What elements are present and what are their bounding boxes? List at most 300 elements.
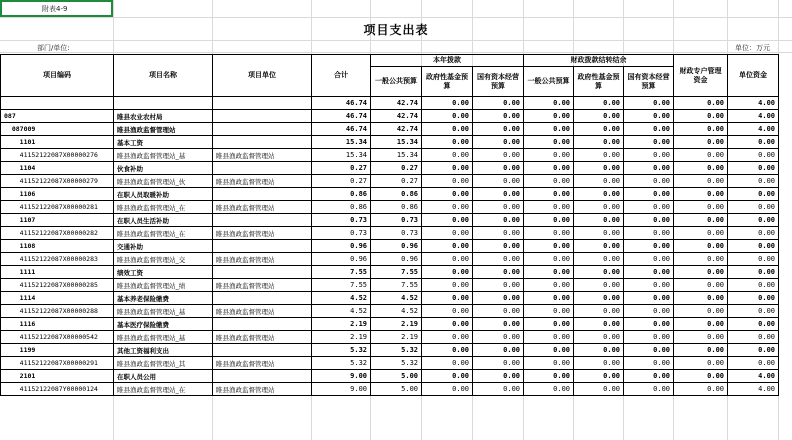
cell-value[interactable]: 5.32 <box>312 344 371 357</box>
cell-value[interactable]: 0.00 <box>574 162 624 175</box>
cell-value[interactable]: 0.00 <box>674 253 728 266</box>
cell-name[interactable]: 绩效工资 <box>114 266 213 279</box>
cell-unit[interactable] <box>213 240 312 253</box>
cell-value[interactable]: 0.00 <box>524 318 574 331</box>
table-row <box>1 305 779 318</box>
cell-unit[interactable]: 睢县渔政监督管理站 <box>213 331 312 344</box>
cell-code[interactable]: 41152122087X00000291 <box>1 357 114 370</box>
cell-value[interactable]: 15.34 <box>371 136 422 149</box>
cell-value[interactable]: 5.00 <box>371 370 422 383</box>
cell-value[interactable]: 0.00 <box>574 292 624 305</box>
cell-value[interactable]: 0.00 <box>674 175 728 188</box>
cell-value[interactable]: 0.00 <box>574 318 624 331</box>
cell-value[interactable]: 0.00 <box>473 188 524 201</box>
cell-value[interactable]: 0.00 <box>524 305 574 318</box>
cell-value[interactable]: 0.00 <box>624 279 674 292</box>
selected-cell[interactable] <box>0 0 113 17</box>
header-carry-gov-fund[interactable]: 政府性基金预算 <box>574 67 624 97</box>
cell-value[interactable]: 4.00 <box>728 110 779 123</box>
cell-value[interactable]: 0.00 <box>422 214 473 227</box>
cell-value[interactable]: 0.00 <box>574 175 624 188</box>
cell-name[interactable]: 睢县渔政监督管理站_交 <box>114 253 213 266</box>
cell-value[interactable]: 0.00 <box>524 110 574 123</box>
cell-value[interactable]: 42.74 <box>371 123 422 136</box>
cell-value[interactable]: 0.00 <box>674 188 728 201</box>
cell-value[interactable]: 0.00 <box>422 175 473 188</box>
cell-value[interactable]: 0.00 <box>674 292 728 305</box>
cell-value[interactable]: 5.32 <box>371 357 422 370</box>
cell-value[interactable]: 0.73 <box>371 214 422 227</box>
cell-code[interactable]: 1111 <box>1 266 114 279</box>
header-total[interactable]: 合计 <box>312 55 371 97</box>
cell-value[interactable]: 0.27 <box>312 175 371 188</box>
cell-name[interactable]: 睢县渔政监督管理站_在 <box>114 201 213 214</box>
cell-value[interactable]: 4.52 <box>312 305 371 318</box>
cell-value[interactable]: 0.00 <box>728 331 779 344</box>
cell-code[interactable]: 087 <box>1 110 114 123</box>
header-fiscal-carryover[interactable]: 财政拨款结转结余 <box>524 55 674 67</box>
header-carry-general-budget[interactable]: 一般公共预算 <box>524 67 574 97</box>
cell-value[interactable]: 0.27 <box>371 162 422 175</box>
cell-value[interactable]: 0.00 <box>422 123 473 136</box>
cell-value[interactable]: 0.00 <box>674 344 728 357</box>
cell-value[interactable]: 0.00 <box>473 279 524 292</box>
cell-value[interactable]: 0.00 <box>524 97 574 110</box>
cell-value[interactable]: 0.00 <box>422 344 473 357</box>
cell-value[interactable]: 0.00 <box>473 162 524 175</box>
cell-value[interactable]: 0.00 <box>422 162 473 175</box>
cell-value[interactable]: 0.00 <box>728 279 779 292</box>
cell-unit[interactable] <box>213 344 312 357</box>
cell-value[interactable]: 0.00 <box>524 123 574 136</box>
cell-value[interactable]: 0.00 <box>574 110 624 123</box>
cell-unit[interactable]: 睢县渔政监督管理站 <box>213 279 312 292</box>
cell-unit[interactable] <box>213 214 312 227</box>
cell-value[interactable]: 0.00 <box>574 188 624 201</box>
cell-value[interactable]: 0.00 <box>473 357 524 370</box>
cell-value[interactable]: 0.00 <box>524 227 574 240</box>
cell-name[interactable]: 伙食补助 <box>114 162 213 175</box>
cell-value[interactable]: 0.00 <box>624 136 674 149</box>
cell-name[interactable]: 睢县渔政监督管理站_基 <box>114 305 213 318</box>
cell-value[interactable]: 0.00 <box>574 266 624 279</box>
cell-value[interactable]: 0.00 <box>422 188 473 201</box>
cell-code[interactable]: 1106 <box>1 188 114 201</box>
cell-value[interactable]: 0.00 <box>624 383 674 396</box>
cell-name[interactable]: 睢县渔政监督管理站_基 <box>114 331 213 344</box>
table-row <box>1 188 779 201</box>
cell-value[interactable]: 0.00 <box>422 136 473 149</box>
header-gov-fund[interactable]: 政府性基金预算 <box>422 67 473 97</box>
cell-value[interactable]: 0.00 <box>674 162 728 175</box>
cell-value[interactable]: 0.00 <box>524 253 574 266</box>
cell-value[interactable]: 0.00 <box>624 331 674 344</box>
cell-code[interactable]: 41152122087Y00000124 <box>1 383 114 396</box>
cell-code[interactable]: 2101 <box>1 370 114 383</box>
cell-value[interactable]: 0.00 <box>624 344 674 357</box>
cell-name[interactable]: 睢县渔政监督管理站_基 <box>114 149 213 162</box>
cell-value[interactable]: 0.00 <box>728 188 779 201</box>
cell-unit[interactable]: 睢县渔政监督管理站 <box>213 201 312 214</box>
cell-value[interactable]: 0.00 <box>574 279 624 292</box>
cell-value[interactable]: 0.00 <box>473 97 524 110</box>
cell-value[interactable]: 0.00 <box>574 97 624 110</box>
cell-value[interactable]: 0.00 <box>728 344 779 357</box>
cell-value[interactable]: 0.00 <box>574 357 624 370</box>
cell-value[interactable]: 0.00 <box>524 188 574 201</box>
cell-value[interactable]: 0.00 <box>422 383 473 396</box>
cell-value[interactable]: 0.00 <box>574 383 624 396</box>
table-body <box>1 97 779 396</box>
cell-value[interactable]: 0.00 <box>473 292 524 305</box>
cell-value[interactable]: 0.00 <box>422 253 473 266</box>
cell-value[interactable]: 0.00 <box>473 123 524 136</box>
cell-value[interactable]: 42.74 <box>371 110 422 123</box>
cell-value[interactable]: 0.00 <box>574 240 624 253</box>
cell-value[interactable]: 0.00 <box>624 370 674 383</box>
cell-value[interactable]: 4.00 <box>728 383 779 396</box>
cell-value[interactable]: 0.00 <box>574 214 624 227</box>
table-row <box>1 162 779 175</box>
cell-code[interactable]: 1104 <box>1 162 114 175</box>
header-special-fund[interactable]: 财政专户管理资金 <box>674 55 728 97</box>
cell-value[interactable]: 0.00 <box>473 240 524 253</box>
header-unit[interactable]: 项目单位 <box>213 55 312 97</box>
cell-value[interactable]: 0.00 <box>674 331 728 344</box>
cell-unit[interactable]: 睢县渔政监督管理站 <box>213 175 312 188</box>
header-code[interactable]: 项目编码 <box>1 55 114 97</box>
cell-value[interactable]: 0.96 <box>312 253 371 266</box>
cell-value[interactable]: 0.86 <box>312 188 371 201</box>
cell-name[interactable]: 在职人员生活补助 <box>114 214 213 227</box>
cell-value[interactable]: 7.55 <box>312 266 371 279</box>
cell-code[interactable]: 41152122087X00000542 <box>1 331 114 344</box>
cell-value[interactable]: 0.00 <box>574 227 624 240</box>
cell-value[interactable]: 5.32 <box>371 344 422 357</box>
cell-code[interactable]: 1107 <box>1 214 114 227</box>
cell-value[interactable]: 0.00 <box>674 110 728 123</box>
cell-code[interactable]: 1108 <box>1 240 114 253</box>
cell-value[interactable]: 9.00 <box>312 383 371 396</box>
cell-value[interactable]: 0.00 <box>728 227 779 240</box>
cell-name[interactable]: 睢县渔政监督管理站_在 <box>114 227 213 240</box>
cell-unit[interactable] <box>213 188 312 201</box>
header-unit-fund[interactable]: 单位资金 <box>728 55 779 97</box>
cell-value[interactable]: 0.00 <box>624 318 674 331</box>
cell-value[interactable]: 0.00 <box>624 123 674 136</box>
cell-value[interactable]: 0.00 <box>524 214 574 227</box>
cell-value[interactable]: 0.00 <box>422 266 473 279</box>
cell-code[interactable]: 41152122087X00000288 <box>1 305 114 318</box>
cell-value[interactable]: 0.00 <box>473 136 524 149</box>
cell-value[interactable]: 7.55 <box>312 279 371 292</box>
cell-value[interactable]: 0.27 <box>312 162 371 175</box>
cell-value[interactable]: 0.00 <box>624 162 674 175</box>
cell-name[interactable]: 睢县农业农村局 <box>114 110 213 123</box>
cell-unit[interactable] <box>213 370 312 383</box>
cell-value[interactable]: 0.00 <box>473 149 524 162</box>
cell-code[interactable]: 41152122087X00000281 <box>1 201 114 214</box>
cell-code[interactable]: 41152122087X00000282 <box>1 227 114 240</box>
cell-value[interactable]: 0.00 <box>524 279 574 292</box>
table-row <box>1 214 779 227</box>
cell-value[interactable]: 0.27 <box>371 175 422 188</box>
cell-value[interactable]: 0.00 <box>422 305 473 318</box>
table-row <box>1 292 779 305</box>
cell-value[interactable]: 0.00 <box>524 162 574 175</box>
cell-code[interactable]: 41152122087X00000279 <box>1 175 114 188</box>
cell-value[interactable]: 0.00 <box>473 305 524 318</box>
cell-value[interactable]: 0.00 <box>624 97 674 110</box>
cell-value[interactable]: 0.00 <box>524 344 574 357</box>
cell-value[interactable]: 0.00 <box>473 201 524 214</box>
cell-value[interactable]: 0.00 <box>728 201 779 214</box>
cell-value[interactable]: 0.00 <box>624 266 674 279</box>
cell-value[interactable]: 0.00 <box>473 266 524 279</box>
cell-code[interactable] <box>1 97 114 110</box>
cell-code[interactable]: 41152122087X00000285 <box>1 279 114 292</box>
cell-value[interactable]: 0.00 <box>674 227 728 240</box>
cell-value[interactable]: 0.00 <box>674 149 728 162</box>
cell-name[interactable]: 睢县渔政监督管理站_其 <box>114 357 213 370</box>
cell-code[interactable]: 1114 <box>1 292 114 305</box>
cell-value[interactable]: 0.00 <box>422 370 473 383</box>
cell-value[interactable]: 0.00 <box>574 370 624 383</box>
cell-value[interactable]: 0.73 <box>371 227 422 240</box>
cell-value[interactable]: 0.00 <box>574 344 624 357</box>
cell-value[interactable]: 0.00 <box>624 240 674 253</box>
cell-value[interactable]: 46.74 <box>312 110 371 123</box>
cell-name[interactable]: 睢县渔政监督管理站 <box>114 123 213 136</box>
cell-value[interactable]: 0.00 <box>524 240 574 253</box>
cell-value[interactable]: 0.00 <box>473 383 524 396</box>
cell-value[interactable]: 0.00 <box>473 344 524 357</box>
header-this-year[interactable]: 本年拨款 <box>371 55 524 67</box>
cell-value[interactable]: 15.34 <box>312 136 371 149</box>
cell-unit[interactable]: 睢县渔政监督管理站 <box>213 253 312 266</box>
header-carry-state-capital[interactable]: 国有资本经营预算 <box>624 67 674 97</box>
cell-value[interactable]: 0.00 <box>473 331 524 344</box>
cell-value[interactable]: 15.34 <box>312 149 371 162</box>
cell-value[interactable]: 0.86 <box>371 188 422 201</box>
cell-value[interactable]: 7.55 <box>371 266 422 279</box>
cell-value[interactable]: 0.00 <box>524 370 574 383</box>
cell-value[interactable]: 0.00 <box>422 292 473 305</box>
cell-value[interactable]: 4.52 <box>371 305 422 318</box>
cell-name[interactable]: 在职人员公用 <box>114 370 213 383</box>
cell-value[interactable]: 0.00 <box>422 279 473 292</box>
cell-value[interactable]: 42.74 <box>371 97 422 110</box>
cell-value[interactable]: 0.00 <box>473 110 524 123</box>
cell-unit[interactable]: 睢县渔政监督管理站 <box>213 227 312 240</box>
cell-value[interactable]: 0.00 <box>624 292 674 305</box>
cell-value[interactable]: 0.00 <box>674 201 728 214</box>
cell-name[interactable]: 睢县渔政监督管理站_绩 <box>114 279 213 292</box>
cell-value[interactable]: 0.00 <box>624 188 674 201</box>
cell-unit[interactable] <box>213 136 312 149</box>
cell-value[interactable]: 0.00 <box>674 357 728 370</box>
cell-code[interactable]: 41152122087X00000276 <box>1 149 114 162</box>
cell-value[interactable]: 0.00 <box>422 318 473 331</box>
cell-value[interactable]: 0.00 <box>524 266 574 279</box>
table-row <box>1 318 779 331</box>
cell-value[interactable]: 0.00 <box>728 136 779 149</box>
cell-value[interactable]: 0.00 <box>574 201 624 214</box>
cell-value[interactable]: 0.00 <box>524 331 574 344</box>
table-row <box>1 383 779 396</box>
cell-unit[interactable] <box>213 123 312 136</box>
cell-value[interactable]: 0.00 <box>624 110 674 123</box>
cell-value[interactable]: 0.00 <box>574 123 624 136</box>
cell-value[interactable]: 0.00 <box>422 240 473 253</box>
cell-value[interactable]: 0.00 <box>422 149 473 162</box>
cell-value[interactable]: 0.00 <box>728 214 779 227</box>
cell-code[interactable]: 087009 <box>1 123 114 136</box>
cell-value[interactable]: 0.00 <box>574 331 624 344</box>
cell-value[interactable]: 0.00 <box>674 266 728 279</box>
cell-value[interactable]: 0.00 <box>674 383 728 396</box>
cell-value[interactable]: 0.73 <box>312 227 371 240</box>
header-state-capital[interactable]: 国有资本经营预算 <box>473 67 524 97</box>
cell-value[interactable]: 0.00 <box>674 97 728 110</box>
cell-name[interactable]: 在职人员取暖补助 <box>114 188 213 201</box>
cell-value[interactable]: 0.00 <box>624 149 674 162</box>
cell-value[interactable]: 0.00 <box>674 123 728 136</box>
cell-name[interactable]: 其他工资福利支出 <box>114 344 213 357</box>
cell-value[interactable]: 0.00 <box>728 253 779 266</box>
cell-unit[interactable] <box>213 162 312 175</box>
cell-value[interactable]: 0.00 <box>422 97 473 110</box>
cell-value[interactable]: 46.74 <box>312 123 371 136</box>
cell-value[interactable]: 0.00 <box>524 357 574 370</box>
cell-value[interactable]: 0.00 <box>624 201 674 214</box>
cell-value[interactable]: 0.00 <box>473 214 524 227</box>
cell-value[interactable]: 0.00 <box>728 292 779 305</box>
cell-value[interactable]: 0.00 <box>624 227 674 240</box>
cell-unit[interactable]: 睢县渔政监督管理站 <box>213 149 312 162</box>
header-general-budget[interactable]: 一般公共预算 <box>371 67 422 97</box>
cell-value[interactable]: 0.00 <box>728 305 779 318</box>
cell-value[interactable]: 0.00 <box>473 370 524 383</box>
cell-value[interactable]: 15.34 <box>371 149 422 162</box>
cell-value[interactable]: 0.00 <box>422 110 473 123</box>
cell-value[interactable]: 0.00 <box>728 357 779 370</box>
cell-value[interactable]: 0.00 <box>524 292 574 305</box>
cell-code[interactable]: 1199 <box>1 344 114 357</box>
cell-unit[interactable]: 睢县渔政监督管理站 <box>213 383 312 396</box>
cell-unit[interactable] <box>213 318 312 331</box>
cell-value[interactable]: 0.00 <box>728 175 779 188</box>
cell-value[interactable]: 0.00 <box>674 305 728 318</box>
cell-value[interactable]: 0.00 <box>473 253 524 266</box>
cell-name[interactable]: 睢县渔政监督管理站_伙 <box>114 175 213 188</box>
cell-name[interactable]: 交通补助 <box>114 240 213 253</box>
cell-value[interactable]: 0.00 <box>728 318 779 331</box>
cell-value[interactable]: 2.19 <box>371 331 422 344</box>
cell-value[interactable]: 0.00 <box>524 201 574 214</box>
cell-value[interactable]: 2.19 <box>312 331 371 344</box>
cell-value[interactable]: 0.00 <box>524 175 574 188</box>
cell-value[interactable]: 0.00 <box>674 214 728 227</box>
cell-value[interactable]: 0.00 <box>624 253 674 266</box>
cell-unit[interactable] <box>213 266 312 279</box>
cell-value[interactable]: 0.00 <box>574 136 624 149</box>
cell-value[interactable]: 0.73 <box>312 214 371 227</box>
cell-value[interactable]: 0.00 <box>674 136 728 149</box>
cell-value[interactable]: 2.19 <box>312 318 371 331</box>
cell-value[interactable]: 4.00 <box>728 370 779 383</box>
cell-name[interactable]: 基本医疗保险缴费 <box>114 318 213 331</box>
cell-value[interactable]: 0.00 <box>422 357 473 370</box>
cell-value[interactable]: 7.55 <box>371 279 422 292</box>
cell-value[interactable]: 0.96 <box>371 253 422 266</box>
cell-value[interactable]: 0.00 <box>674 318 728 331</box>
cell-unit[interactable]: 睢县渔政监督管理站 <box>213 305 312 318</box>
cell-value[interactable]: 0.00 <box>524 383 574 396</box>
cell-value[interactable]: 0.96 <box>371 240 422 253</box>
cell-value[interactable]: 0.00 <box>674 370 728 383</box>
cell-value[interactable]: 0.00 <box>473 175 524 188</box>
cell-name[interactable]: 睢县渔政监督管理站_在 <box>114 383 213 396</box>
cell-code[interactable]: 1116 <box>1 318 114 331</box>
cell-value[interactable]: 0.00 <box>422 201 473 214</box>
cell-name[interactable]: 基本工资 <box>114 136 213 149</box>
cell-value[interactable]: 2.19 <box>371 318 422 331</box>
cell-name[interactable] <box>114 97 213 110</box>
cell-value[interactable]: 5.32 <box>312 357 371 370</box>
cell-value[interactable]: 0.00 <box>473 227 524 240</box>
cell-value[interactable]: 4.00 <box>728 123 779 136</box>
cell-value[interactable]: 0.96 <box>312 240 371 253</box>
cell-value[interactable]: 46.74 <box>312 97 371 110</box>
cell-value[interactable]: 0.86 <box>312 201 371 214</box>
cell-value[interactable]: 0.00 <box>524 149 574 162</box>
cell-value[interactable]: 0.00 <box>624 305 674 318</box>
cell-unit[interactable] <box>213 97 312 110</box>
cell-unit[interactable] <box>213 110 312 123</box>
cell-value[interactable]: 4.52 <box>312 292 371 305</box>
header-name[interactable]: 项目名称 <box>114 55 213 97</box>
cell-value[interactable]: 0.00 <box>574 305 624 318</box>
cell-value[interactable]: 0.00 <box>473 318 524 331</box>
cell-value[interactable]: 0.00 <box>674 279 728 292</box>
cell-name[interactable]: 基本养老保险缴费 <box>114 292 213 305</box>
cell-value[interactable]: 0.86 <box>371 201 422 214</box>
cell-value[interactable]: 0.00 <box>422 331 473 344</box>
cell-value[interactable]: 0.00 <box>574 253 624 266</box>
cell-code[interactable]: 1101 <box>1 136 114 149</box>
cell-code[interactable]: 41152122087X00000283 <box>1 253 114 266</box>
cell-value[interactable]: 4.00 <box>728 97 779 110</box>
cell-value[interactable]: 0.00 <box>674 240 728 253</box>
cell-value[interactable]: 0.00 <box>728 149 779 162</box>
cell-value[interactable]: 0.00 <box>728 240 779 253</box>
cell-value[interactable]: 0.00 <box>574 149 624 162</box>
cell-value[interactable]: 4.52 <box>371 292 422 305</box>
cell-value[interactable]: 0.00 <box>728 266 779 279</box>
cell-unit[interactable]: 睢县渔政监督管理站 <box>213 357 312 370</box>
cell-value[interactable]: 5.00 <box>371 383 422 396</box>
cell-value[interactable]: 9.00 <box>312 370 371 383</box>
cell-value[interactable]: 0.00 <box>624 357 674 370</box>
cell-value[interactable]: 0.00 <box>422 227 473 240</box>
cell-value[interactable]: 0.00 <box>624 214 674 227</box>
cell-value[interactable]: 0.00 <box>728 162 779 175</box>
table-row <box>1 279 779 292</box>
cell-value[interactable]: 0.00 <box>624 175 674 188</box>
cell-unit[interactable] <box>213 292 312 305</box>
cell-value[interactable]: 0.00 <box>524 136 574 149</box>
